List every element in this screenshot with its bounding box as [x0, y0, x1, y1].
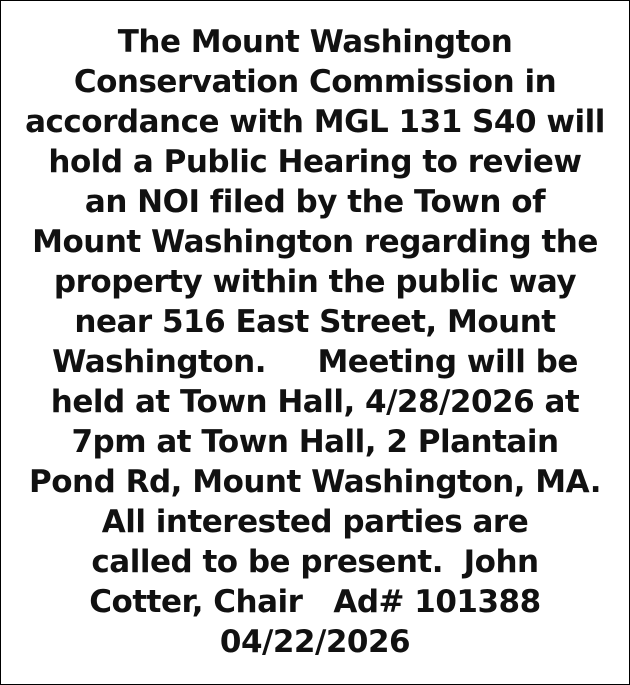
notice-line: hold a Public Hearing to review: [48, 144, 582, 180]
notice-line: Pond Rd, Mount Washington, MA.: [29, 464, 601, 500]
notice-line: Washington. Meeting will be: [52, 344, 578, 380]
notice-line: accordance with MGL 131 S40 will: [25, 104, 605, 140]
notice-line: 04/22/2026: [219, 624, 411, 660]
notice-line: All interested parties are: [101, 504, 529, 540]
notice-line: Conservation Commission in: [73, 64, 557, 100]
notice-line: Mount Washington regarding the: [32, 224, 598, 260]
notice-line: an NOI filed by the Town of: [84, 184, 546, 220]
notice-text: [7, 22, 623, 662]
notice-line: Cotter, Chair Ad# 101388: [89, 584, 541, 620]
notice-line: property within the public way: [53, 264, 577, 300]
notice-line: held at Town Hall, 4/28/2026 at: [50, 384, 580, 420]
notice-line: called to be present. John: [91, 544, 539, 580]
notice-line: 7pm at Town Hall, 2 Plantain: [71, 424, 559, 460]
notice-line: The Mount Washington: [117, 24, 513, 60]
notice-line: near 516 East Street, Mount: [74, 304, 556, 340]
